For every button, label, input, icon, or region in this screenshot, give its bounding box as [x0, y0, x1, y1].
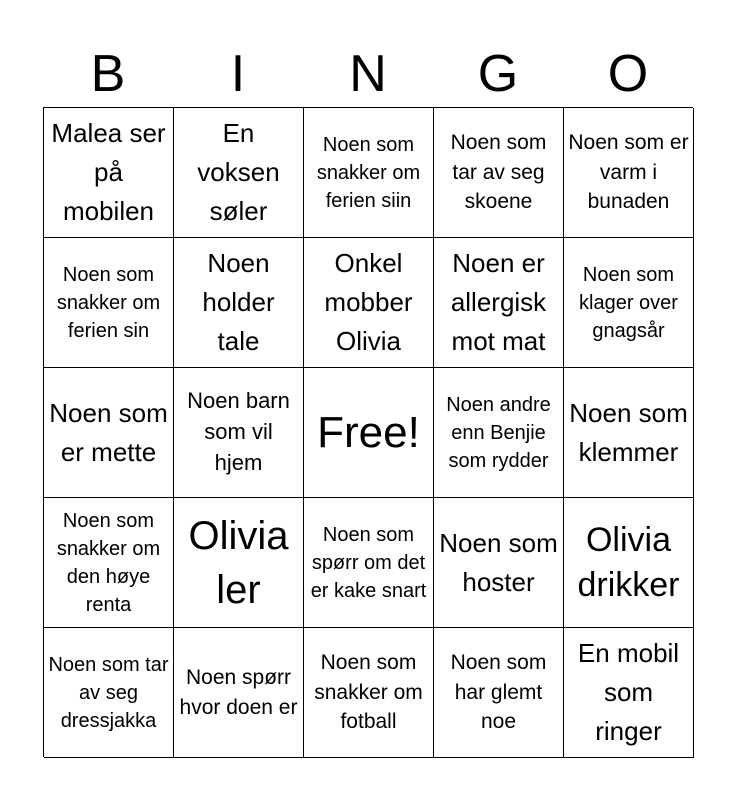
- bingo-grid: [43, 107, 693, 757]
- bingo-cell[interactable]: Noen som snakker om fotball: [304, 628, 434, 758]
- header-letter-g: G: [477, 45, 519, 103]
- bingo-cell[interactable]: Noen som klager over gnagsår: [564, 238, 694, 368]
- bingo-cell[interactable]: En mobil som ringer: [564, 628, 694, 758]
- bingo-cell[interactable]: Noen som snakker om ferien sin: [44, 238, 174, 368]
- bingo-cell[interactable]: Malea ser på mobilen: [44, 108, 174, 238]
- bingo-header: [43, 40, 693, 108]
- bingo-cell[interactable]: Olivia drikker: [564, 498, 694, 628]
- bingo-cell[interactable]: Noen som er varm i bunaden: [564, 108, 694, 238]
- bingo-cell[interactable]: Olivia ler: [174, 498, 304, 628]
- bingo-cell[interactable]: Noen spørr hvor doen er: [174, 628, 304, 758]
- bingo-cell[interactable]: Noen som hoster: [434, 498, 564, 628]
- bingo-cell[interactable]: Noen barn som vil hjem: [174, 368, 304, 498]
- bingo-cell[interactable]: Noen holder tale: [174, 238, 304, 368]
- bingo-cell[interactable]: Noen som er mette: [44, 368, 174, 498]
- bingo-cell[interactable]: Noen som tar av seg dressjakka: [44, 628, 174, 758]
- bingo-cell[interactable]: Noen som spørr om det er kake snart: [304, 498, 434, 628]
- bingo-cell[interactable]: En voksen søler: [174, 108, 304, 238]
- header-letter-b: B: [90, 45, 126, 103]
- bingo-cell[interactable]: Noen som snakker om ferien siin: [304, 108, 434, 238]
- free-space[interactable]: Free!: [304, 368, 434, 498]
- header-letter-n: N: [349, 45, 387, 103]
- bingo-cell[interactable]: Noen andre enn Benjie som rydder: [434, 368, 564, 498]
- bingo-cell[interactable]: Noen som tar av seg skoene: [434, 108, 564, 238]
- header-letter-i: I: [230, 45, 246, 103]
- bingo-cell[interactable]: Noen som har glemt noe: [434, 628, 564, 758]
- bingo-cell[interactable]: Noen er allergisk mot mat: [434, 238, 564, 368]
- header-letter-o: O: [607, 45, 649, 103]
- bingo-cell[interactable]: Noen som klemmer: [564, 368, 694, 498]
- bingo-cell[interactable]: Onkel mobber Olivia: [304, 238, 434, 368]
- bingo-cell[interactable]: Noen som snakker om den høye renta: [44, 498, 174, 628]
